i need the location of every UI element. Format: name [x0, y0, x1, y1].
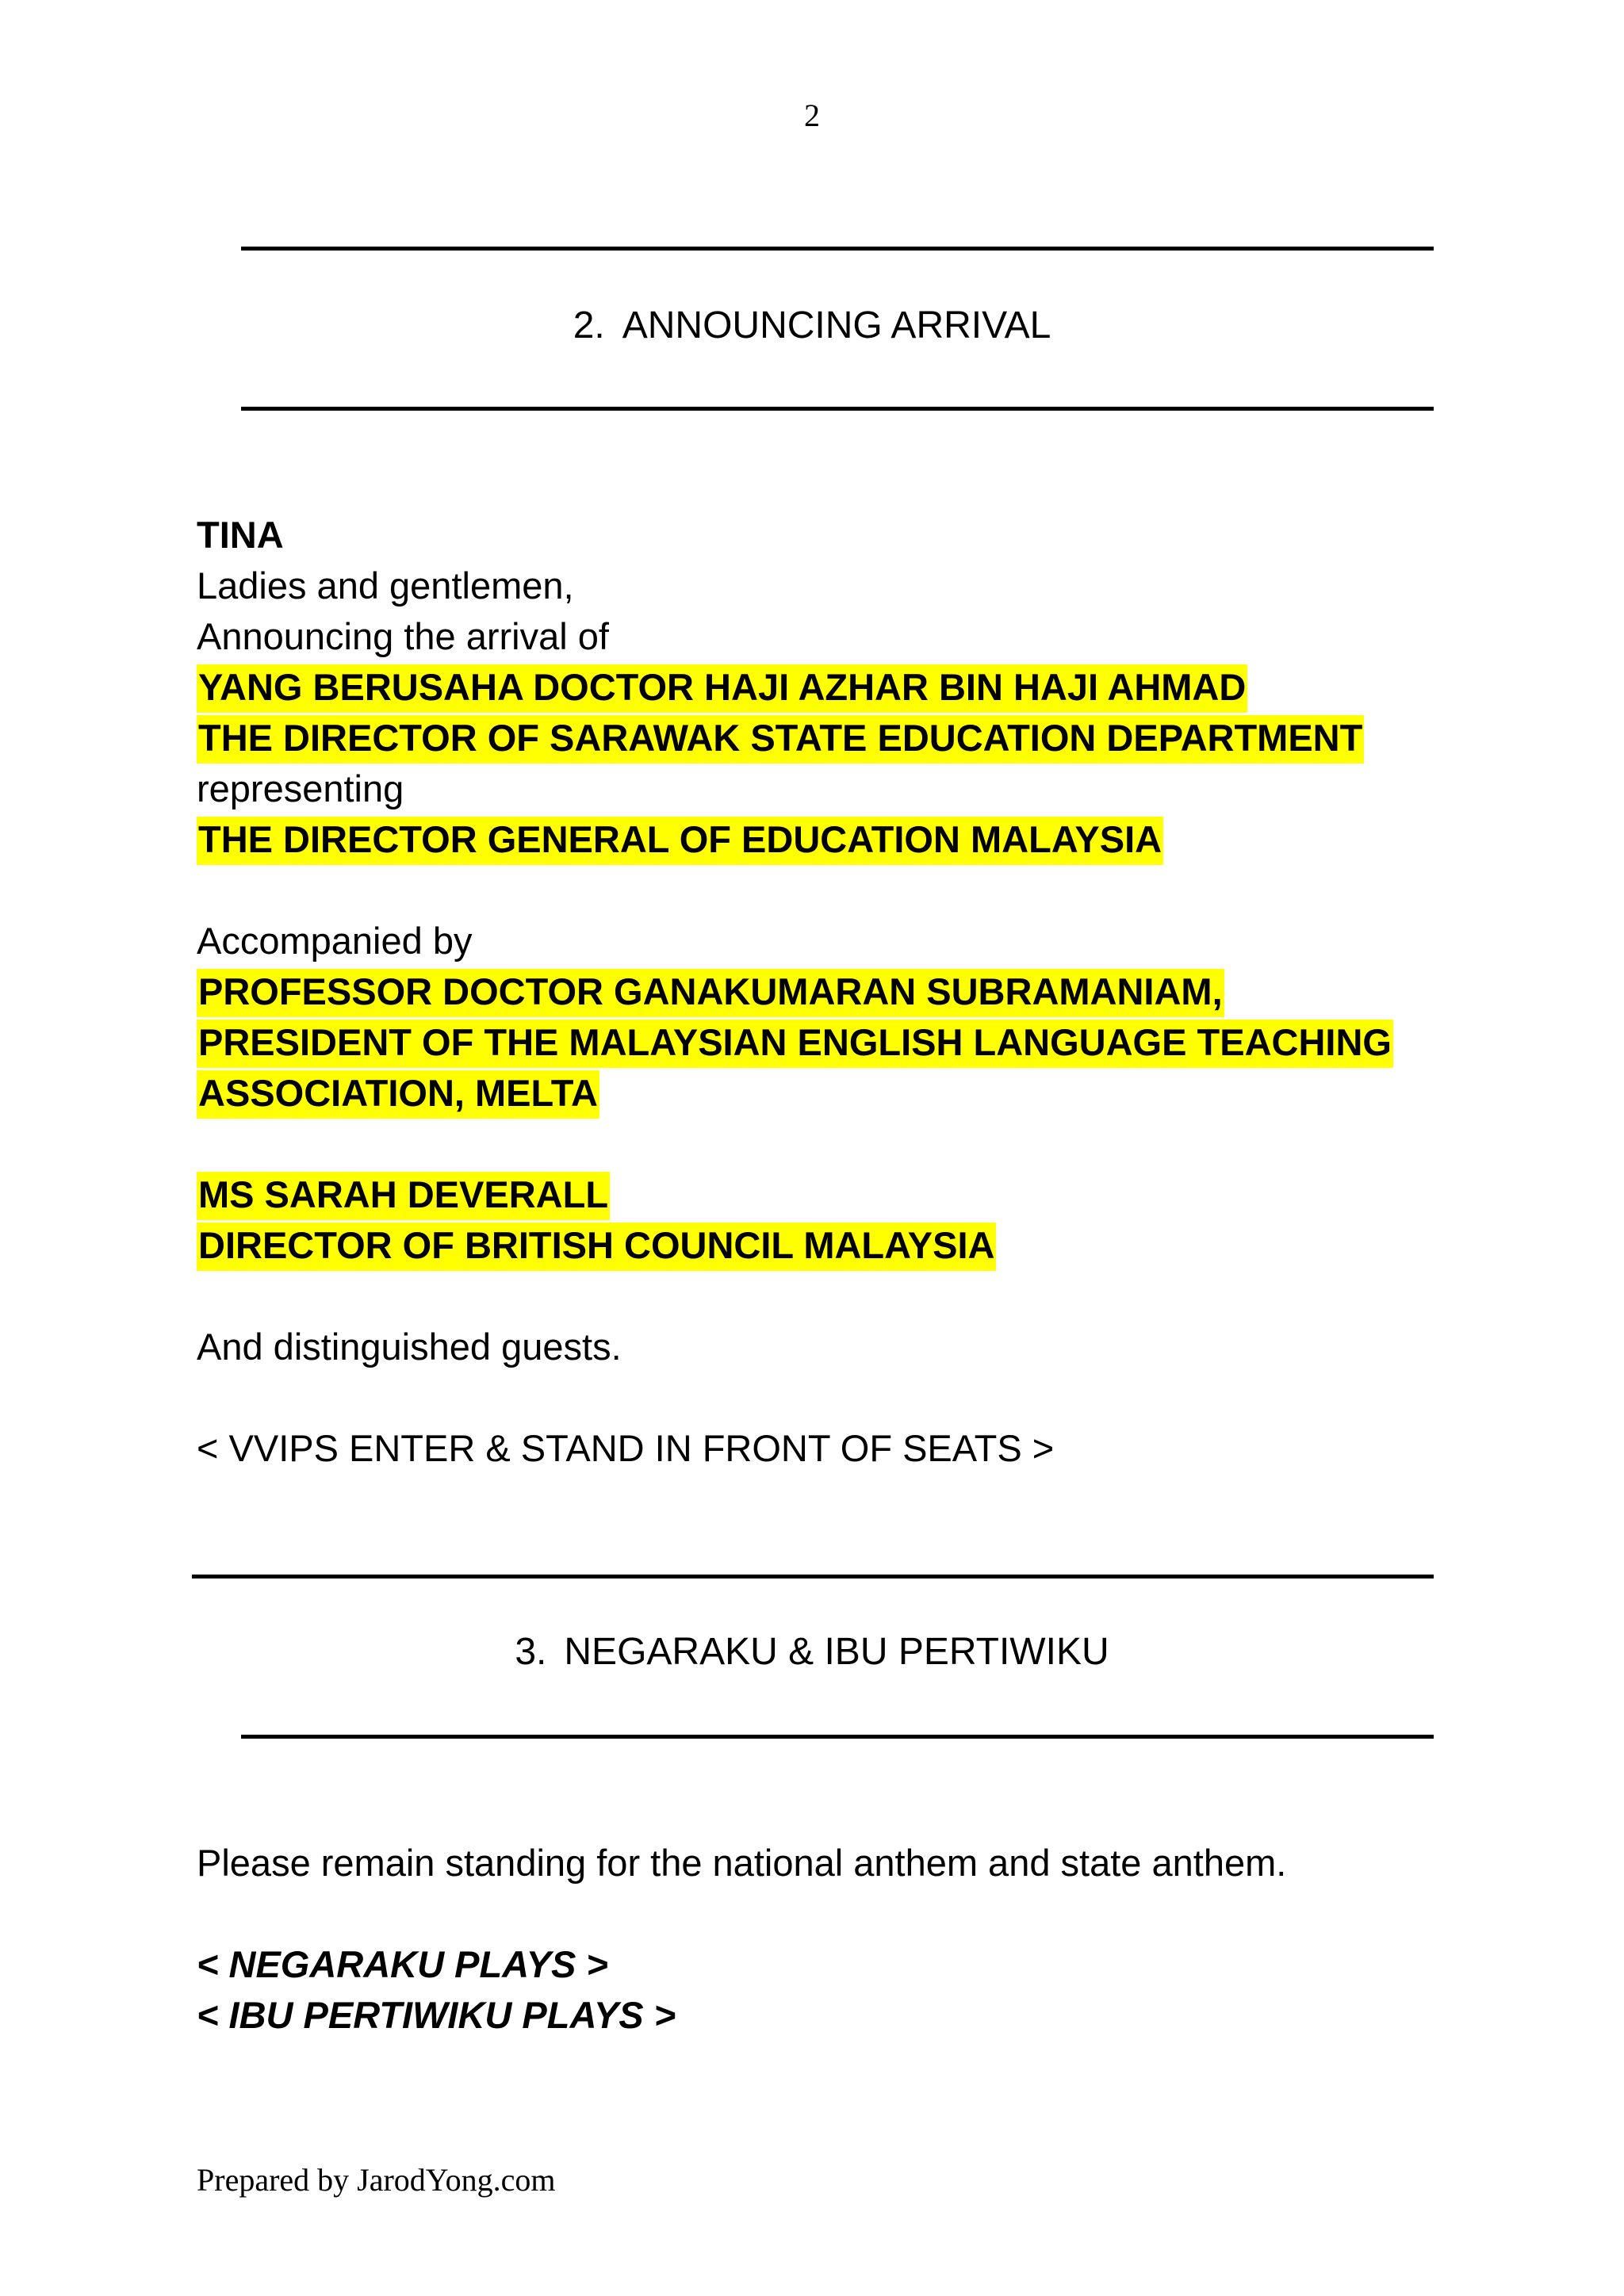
anthem-cue-ibu-pertiwiku: < IBU PERTIWIKU PLAYS > [197, 1994, 676, 2036]
guest3-name: MS SARAH DEVERALL [197, 1172, 610, 1220]
intro-line: Announcing the arrival of [197, 615, 609, 657]
section-2-top-rule [241, 247, 1434, 251]
represented-title: THE DIRECTOR GENERAL OF EDUCATION MALAYSIA [197, 817, 1163, 865]
section-3-number: 3. [515, 1631, 547, 1673]
stage-direction: < VVIPS ENTER & STAND IN FRONT OF SEATS > [197, 1427, 1055, 1469]
page-number: 2 [804, 98, 820, 133]
guest1-title: THE DIRECTOR OF SARAWAK STATE EDUCATION DEPARTMENT [197, 715, 1364, 763]
representing-line: representing [197, 767, 404, 809]
section-3-heading [0, 1628, 1624, 1676]
section-2-number: 2. [573, 304, 605, 346]
speaker-name: TINA [197, 514, 284, 556]
guest3-title: DIRECTOR OF BRITISH COUNCIL MALAYSIA [197, 1223, 996, 1271]
greeting-line: Ladies and gentlemen, [197, 564, 574, 607]
footer-credit: Prepared by JarodYong.com [197, 2162, 556, 2198]
section-2-title: ANNOUNCING ARRIVAL [622, 304, 1051, 346]
guest1-name: YANG BERUSAHA DOCTOR HAJI AZHAR BIN HAJI AHMAD [197, 664, 1247, 713]
closing-line: And distinguished guests. [197, 1326, 622, 1368]
announcement-block [197, 510, 1393, 1474]
anthem-cue-negaraku: < NEGARAKU PLAYS > [197, 1943, 608, 1985]
accompanied-line: Accompanied by [197, 920, 473, 962]
section-3-bottom-rule [241, 1735, 1434, 1739]
anthem-block [197, 1838, 1286, 2041]
section-3-title: NEGARAKU & IBU PERTIWIKU [564, 1631, 1109, 1673]
guest2-name: PROFESSOR DOCTOR GANAKUMARAN SUBRAMANIAM, [197, 969, 1224, 1017]
section-3-top-rule [192, 1575, 1434, 1578]
section-2-heading [0, 302, 1624, 350]
guest2-title-line2: ASSOCIATION, MELTA [197, 1070, 599, 1119]
section-2-bottom-rule [241, 407, 1434, 411]
guest2-title-line1: PRESIDENT OF THE MALAYSIAN ENGLISH LANGUAGE TEACHING [197, 1020, 1393, 1068]
anthem-instruction: Please remain standing for the national anthem and state anthem. [197, 1842, 1287, 1884]
